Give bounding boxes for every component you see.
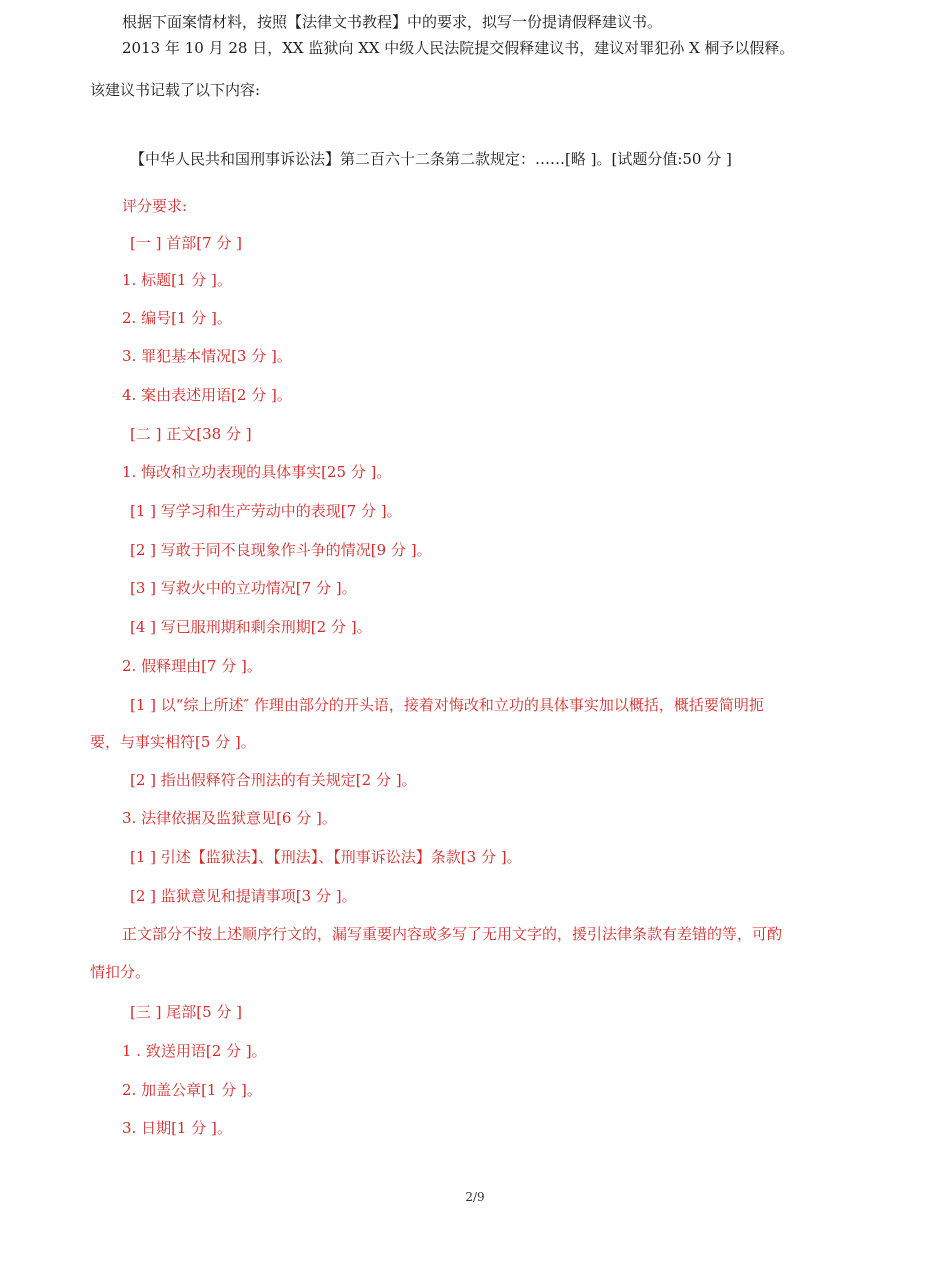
section-2-note-cont: 情扣分。	[90, 963, 151, 981]
section-3-heading: [三 ] 尾部[5 分 ]	[130, 1003, 243, 1021]
section-2-heading: [二 ] 正文[38 分 ]	[130, 425, 252, 443]
scoring-title: 评分要求:	[122, 197, 188, 215]
section-1-item: 4. 案由表述用语[2 分 ]。	[122, 386, 292, 404]
section-2-note: 正文部分不按上述顺序行文的，漏写重要内容或多写了无用文字的，援引法律条款有差错的等，可酌	[122, 925, 783, 943]
section-2-point-1-sub: [3 ] 写救火中的立功情况[7 分 ]。	[130, 579, 357, 597]
section-2-point-1-sub: [4 ] 写已服刑期和剩余刑期[2 分 ]。	[130, 618, 372, 636]
section-2-point-2-sub-2: [2 ] 指出假释符合刑法的有关规定[2 分 ]。	[130, 771, 417, 789]
section-1-item: 3. 罪犯基本情况[3 分 ]。	[122, 347, 292, 365]
section-2-point-2-sub-1: [1 ] 以“综上所述″ 作理由部分的开头语，接着对悔改和立功的具体事实加以概括，概括要简明扼	[130, 696, 764, 714]
page-number: 2/9	[465, 1190, 485, 1204]
section-2-point-1-sub: [1 ] 写学习和生产劳动中的表现[7 分 ]。	[130, 502, 402, 520]
intro-line-2: 2013 年 10 月 28 日，XX 监狱向 XX 中级人民法院提交假释建议书，建议对罪犯孙 X 桐予以假释。	[122, 39, 795, 57]
section-2-point-1: 1. 悔改和立功表现的具体事实[25 分 ]。	[122, 463, 392, 481]
question-statement: 【中华人民共和国刑事诉讼法】第二百六十二条第二款规定：……[略 ]。[试题分值:50 分 ]	[130, 150, 732, 168]
section-3-item: 2. 加盖公章[1 分 ]。	[122, 1081, 262, 1099]
intro-line-3: 该建议书记载了以下内容:	[90, 81, 261, 99]
section-3-item: 1 . 致送用语[2 分 ]。	[122, 1042, 267, 1060]
section-1-item: 1. 标题[1 分 ]。	[122, 271, 232, 289]
section-2-point-3-sub: [1 ] 引述【监狱法】、【刑法】、【刑事诉讼法】条款[3 分 ]。	[130, 848, 522, 866]
section-2-point-3-sub: [2 ] 监狱意见和提请事项[3 分 ]。	[130, 887, 357, 905]
intro-line-1: 根据下面案情材料，按照【法律文书教程】中的要求，拟写一份提请假释建议书。	[122, 13, 663, 31]
section-1-heading: [一 ] 首部[7 分 ]	[130, 234, 243, 252]
section-2-point-2: 2. 假释理由[7 分 ]。	[122, 657, 262, 675]
section-3-item: 3. 日期[1 分 ]。	[122, 1119, 232, 1137]
section-1-item: 2. 编号[1 分 ]。	[122, 309, 232, 327]
section-2-point-2-sub-1-cont: 要，与事实相符[5 分 ]。	[90, 733, 256, 751]
section-2-point-3: 3. 法律依据及监狱意见[6 分 ]。	[122, 809, 337, 827]
section-2-point-1-sub: [2 ] 写敢于同不良现象作斗争的情况[9 分 ]。	[130, 541, 432, 559]
